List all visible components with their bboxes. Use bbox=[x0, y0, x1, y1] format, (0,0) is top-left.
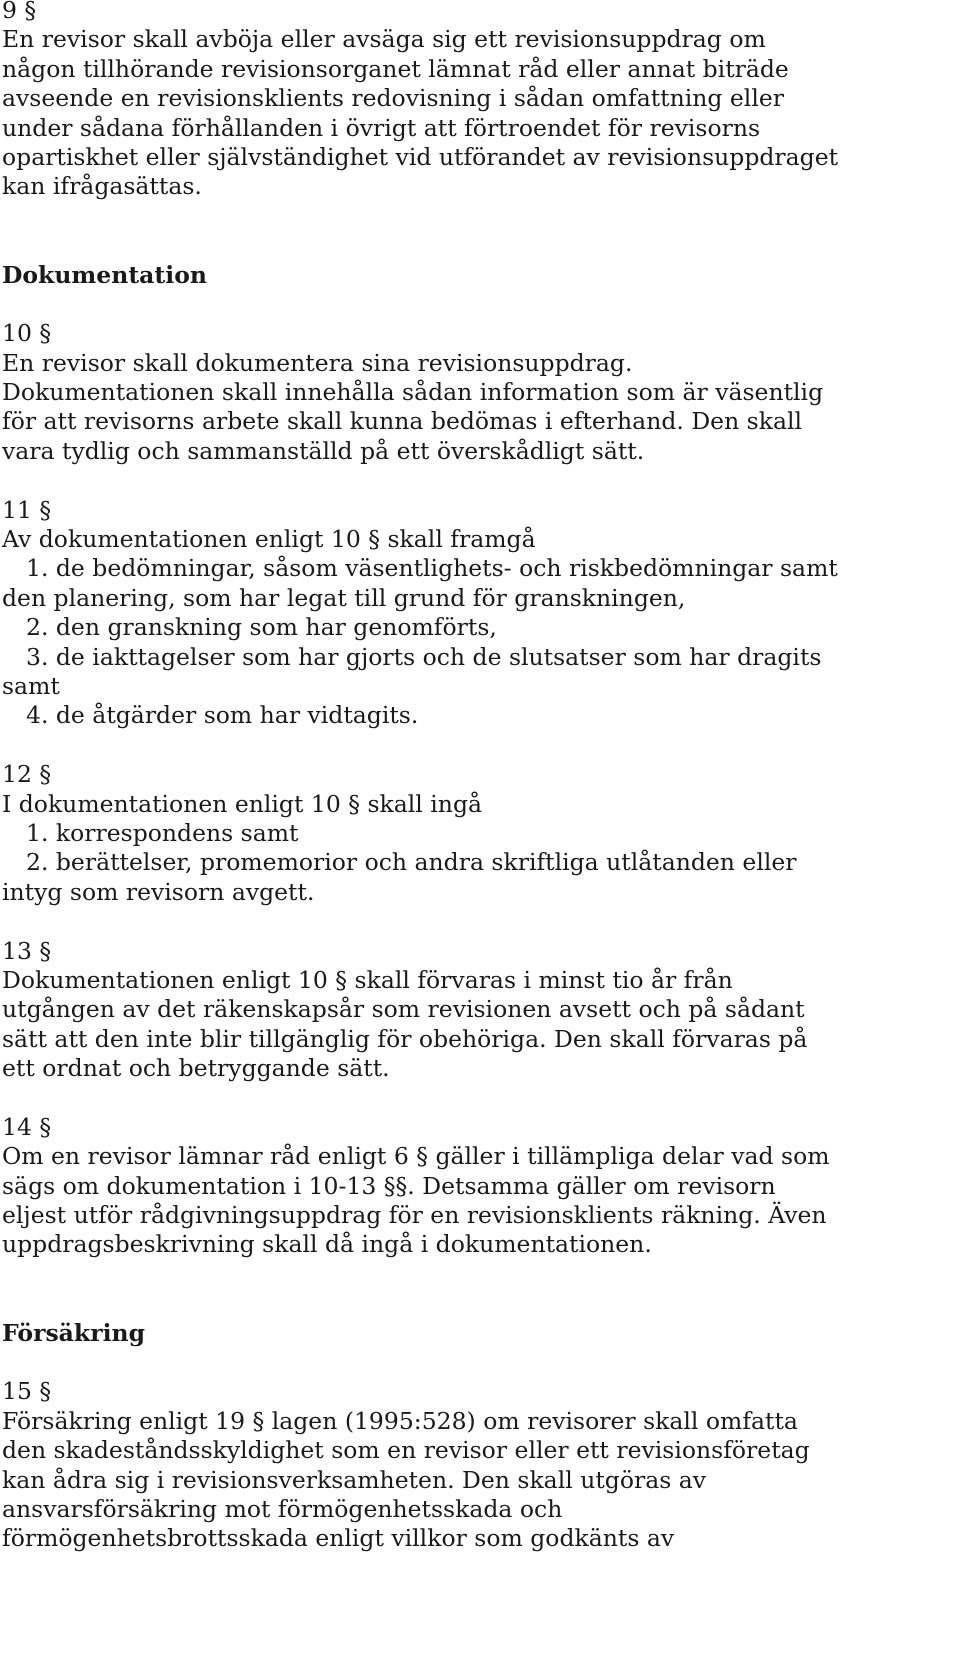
section-12 bbox=[2, 760, 952, 907]
paragraph-line: opartiskhet eller självständighet vid utförandet av revisionsuppdraget bbox=[2, 142, 839, 171]
section-13 bbox=[2, 937, 952, 1084]
paragraph-line: vara tydlig och sammanställd på ett överskådligt sätt. bbox=[2, 436, 645, 465]
list-item: 3. de iakttagelser som har gjorts och de slutsatser som har dragits bbox=[26, 642, 822, 671]
section-number: 11 § bbox=[2, 495, 52, 524]
paragraph-line: utgången av det räkenskapsår som revisionen avsett och på sådant bbox=[2, 995, 805, 1024]
paragraph-line: Om en revisor lämnar råd enligt 6 § gäller i tillämpliga delar vad som bbox=[2, 1142, 830, 1171]
spacer bbox=[2, 907, 952, 936]
section-number: 15 § bbox=[2, 1377, 52, 1406]
paragraph-line: under sådana förhållanden i övrigt att förtroendet för revisorns bbox=[2, 113, 761, 142]
paragraph-line: sägs om dokumentation i 10-13 §§. Detsamma gäller om revisorn bbox=[2, 1171, 776, 1200]
paragraph-line: någon tillhörande revisionsorganet lämnat råd eller annat biträde bbox=[2, 54, 789, 83]
paragraph-line: uppdragsbeskrivning skall då ingå i dokumentationen. bbox=[2, 1230, 652, 1259]
paragraph-line: eljest utför rådgivningsuppdrag för en revisionsklients räkning. Även bbox=[2, 1201, 827, 1230]
paragraph-line: En revisor skall avböja eller avsäga sig ett revisionsuppdrag om bbox=[2, 25, 766, 54]
section-intro: Av dokumentationen enligt 10 § skall framgå bbox=[2, 525, 536, 554]
section-number: 12 § bbox=[2, 760, 52, 789]
paragraph-line: En revisor skall dokumentera sina revisionsuppdrag. bbox=[2, 348, 633, 377]
paragraph-line: förmögenhetsbrottsskada enligt villkor som godkänts av bbox=[2, 1524, 675, 1553]
paragraph-line: kan ifrågasättas. bbox=[2, 172, 202, 201]
list-item: 4. de åtgärder som har vidtagits. bbox=[26, 701, 419, 730]
paragraph-line: avseende en revisionsklients redovisning i sådan omfattning eller bbox=[2, 84, 784, 113]
list-item: 2. berättelser, promemorior och andra skriftliga utlåtanden eller bbox=[26, 848, 797, 877]
paragraph-line: den skadeståndsskyldighet som en revisor eller ett revisionsföretag bbox=[2, 1436, 810, 1465]
spacer bbox=[2, 466, 952, 495]
spacer bbox=[2, 290, 952, 319]
spacer bbox=[2, 1348, 952, 1377]
spacer bbox=[2, 202, 952, 261]
list-item: 2. den granskning som har genomförts, bbox=[26, 613, 497, 642]
list-item-continuation: intyg som revisorn avgett. bbox=[2, 877, 315, 906]
paragraph-line: ett ordnat och betryggande sätt. bbox=[2, 1054, 390, 1083]
section-15 bbox=[2, 1377, 952, 1553]
section-11 bbox=[2, 496, 952, 731]
section-number: 13 § bbox=[2, 936, 52, 965]
section-number: 10 § bbox=[2, 319, 52, 348]
paragraph-line: sätt att den inte blir tillgänglig för obehöriga. Den skall förvaras på bbox=[2, 1024, 808, 1053]
section-number: 14 § bbox=[2, 1112, 52, 1141]
section-9 bbox=[2, 0, 952, 202]
document-page bbox=[2, 0, 952, 1554]
paragraph-line: Dokumentationen skall innehålla sådan information som är väsentlig bbox=[2, 378, 824, 407]
list-item-continuation: den planering, som har legat till grund för granskningen, bbox=[2, 583, 686, 612]
list-item-continuation: samt bbox=[2, 672, 60, 700]
paragraph-line: Dokumentationen enligt 10 § skall förvaras i minst tio år från bbox=[2, 965, 733, 994]
list-item: 1. de bedömningar, såsom väsentlighets- och riskbedömningar samt bbox=[26, 554, 838, 583]
section-intro: I dokumentationen enligt 10 § skall ingå bbox=[2, 789, 482, 818]
heading-dokumentation: Dokumentation bbox=[2, 260, 207, 289]
list-item: 1. korrespondens samt bbox=[26, 818, 299, 847]
paragraph-line: ansvarsförsäkring mot förmögenhetsskada och bbox=[2, 1494, 563, 1523]
paragraph-line: för att revisorns arbete skall kunna bedömas i efterhand. Den skall bbox=[2, 407, 803, 436]
paragraph-line: kan ådra sig i revisionsverksamheten. Den skall utgöras av bbox=[2, 1465, 707, 1494]
section-10 bbox=[2, 319, 952, 466]
paragraph-line: Försäkring enligt 19 § lagen (1995:528) om revisorer skall omfatta bbox=[2, 1406, 798, 1435]
spacer bbox=[2, 1083, 952, 1112]
spacer bbox=[2, 1260, 952, 1319]
section-14 bbox=[2, 1113, 952, 1260]
section-number: 9 § bbox=[2, 0, 37, 24]
heading-forsakring: Försäkring bbox=[2, 1318, 146, 1347]
spacer bbox=[2, 731, 952, 760]
